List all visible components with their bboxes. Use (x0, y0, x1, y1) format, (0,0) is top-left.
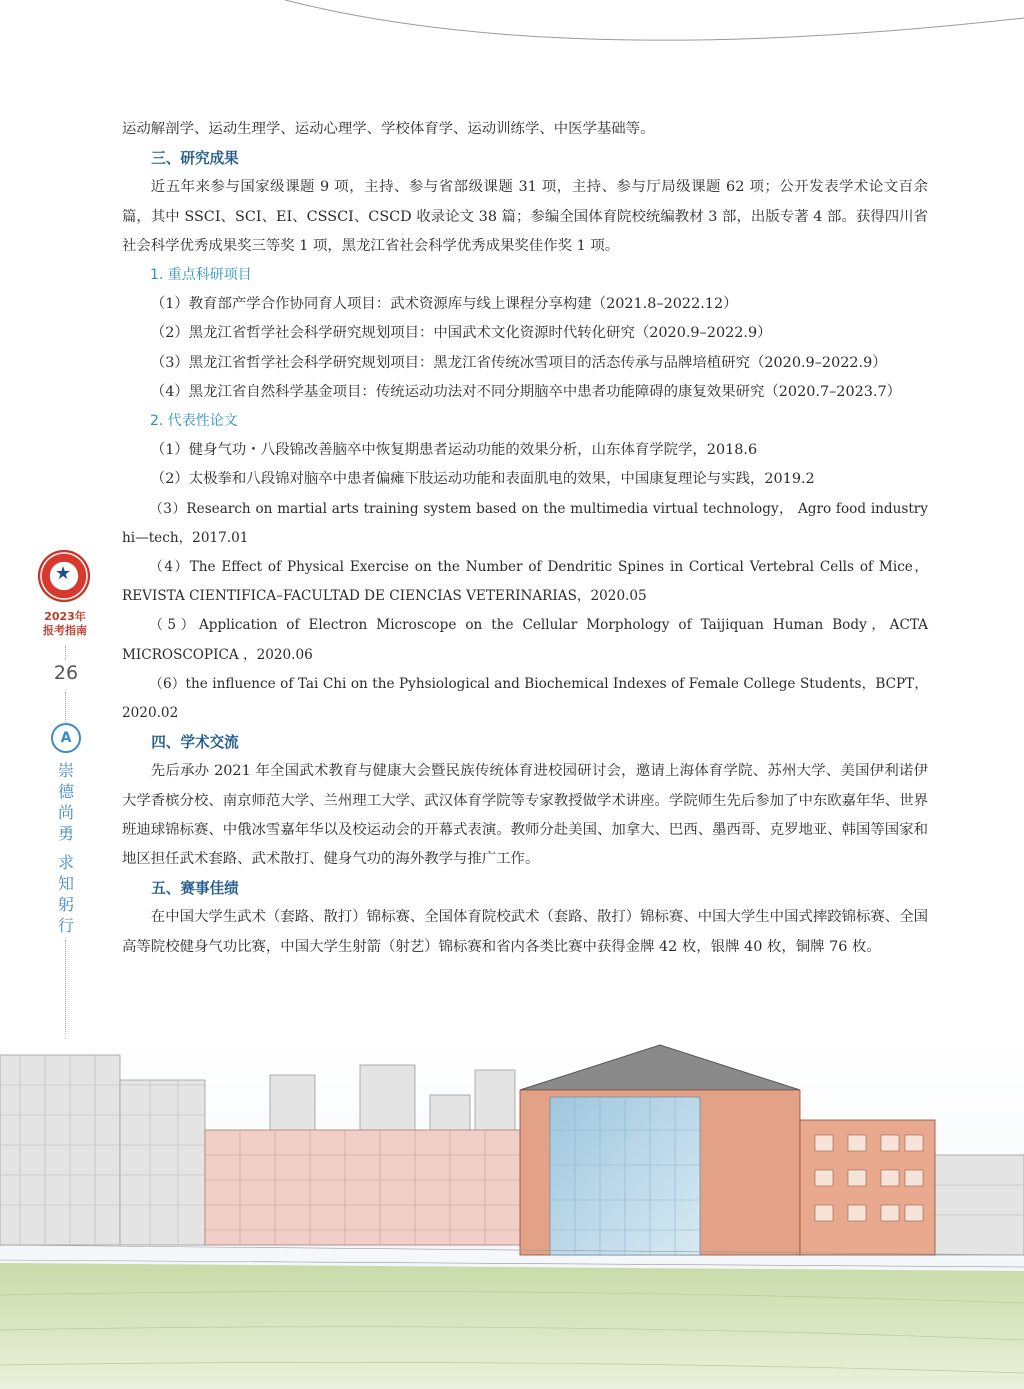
divider-line (65, 692, 66, 722)
paper-item: （3）Research on martial arts training system based on the multimedia virtual technology， Agro food industry hi—tech，2017.01 (122, 500, 928, 546)
section-4-paragraph: 先后承办 2021 年全国武术教育与健康大会暨民族传统体育进校园研讨会，邀请上海体育学院、苏州大学、美国伊利诺伊大学香槟分校、南京师范大学、兰州理工大学、武汉体育学院等专家教授做学术讲座。学院师生先后参加了中东欧嘉年华、世界班迪球锦标赛、中俄冰雪嘉年华以及校运动会的开幕式表演。教师分赴美国、加拿大、巴西、墨西哥、克罗地亚、韩国等国家和地区担任武术套路、武术散打、健身气功的海外教学与推广工作。 (122, 763, 928, 868)
divider-line (65, 646, 66, 660)
section-3-title: 三、研究成果 (151, 150, 239, 168)
guide-year-label: 2023年 报考指南 (43, 610, 87, 637)
campus-sketch-illustration (0, 1035, 1024, 1389)
paper-item: （4）The Effect of Physical Exercise on the Number of Dendritic Spines in Cortical Vertebral Cells of Mice，REVISTA CIENTIFICA–FACULTAD DE CIENCIAS VETERINARIAS，2020.05 (122, 559, 928, 605)
project-item: （2）黑龙江省哲学社会科学研究规划项目：中国武术文化资源时代转化研究（2020.9–2022.9） (150, 325, 772, 342)
section-5-paragraph: 在中国大学生武术（套路、散打）锦标赛、全国体育院校武术（套路、散打）锦标赛、中国大学生中国式摔跤锦标赛、全国高等院校健身气功比赛，中国大学生射箭（射艺）锦标赛和省内各类比赛中获得金牌 42 枚，银牌 40 枚，铜牌 76 枚。 (122, 909, 928, 955)
divider-line (65, 940, 66, 1040)
motto-part-1: 崇 德 尚 勇 (57, 761, 74, 843)
main-text (122, 115, 928, 962)
project-item: （4）黑龙江省自然科学基金项目：传统运动功法对不同分期脑卒中患者功能障碍的康复效果研究（2020.7–2023.7） (150, 383, 902, 400)
subsection-2-title: 2. 代表性论文 (150, 413, 238, 430)
section-5-title: 五、赛事佳绩 (151, 880, 239, 898)
project-item: （3）黑龙江省哲学社会科学研究规划项目：黑龙江省传统冰雪项目的活态传承与品牌培植研究（2020.9–2022.9） (150, 354, 887, 371)
subsection-1-title: 1. 重点科研项目 (150, 267, 252, 284)
emblem-star-icon: ★ (55, 563, 72, 584)
top-arc-decoration (0, 0, 1024, 60)
university-emblem-icon (38, 550, 90, 602)
paper-item: （2）太极拳和八段锦对脑卒中患者偏瘫下肢运动功能和表面肌电的效果，中国康复理论与实践，2019.2 (150, 471, 815, 488)
section-4-title: 四、学术交流 (151, 734, 239, 752)
paper-item: （5）Application of Electron Microscope on the Cellular Morphology of Taijiquan Human Body，ACTA MICROSCOPICA ，2020.06 (122, 617, 928, 663)
paper-item: （6）the influence of Tai Chi on the Pyhsiological and Biochemical Indexes of Female College Students，BCPT，2020.02 (122, 675, 928, 722)
page-number: 26 (53, 662, 79, 684)
a-badge-icon: A (51, 723, 81, 753)
paper-item: （1）健身气功・八段锦改善脑卒中恢复期患者运动功能的效果分析，山东体育学院学，2018.6 (150, 442, 758, 459)
project-item: （1）教育部产学合作协同育人项目：武术资源库与线上课程分享构建（2021.8–2022.12） (150, 296, 738, 313)
intro-paragraph: 运动解剖学、运动生理学、运动心理学、学校体育学、运动训练学、中医学基础等。 (122, 121, 655, 137)
section-3-paragraph: 近五年来参与国家级课题 9 项，主持、参与省部级课题 31 项，主持、参与厅局级课题 62 项；公开发表学术论文百余篇，其中 SSCI、SCI、EI、CSSCI、CSCD 收录论文 38 篇；参编全国体育院校统编教材 3 部，出版专著 4 部。获得四川省社会科学优秀成果奖三等奖 1 项，黑龙江省社会科学优秀成果奖佳作奖 1 项。 (122, 179, 928, 254)
motto-part-2: 求 知 躬 行 (57, 853, 74, 935)
